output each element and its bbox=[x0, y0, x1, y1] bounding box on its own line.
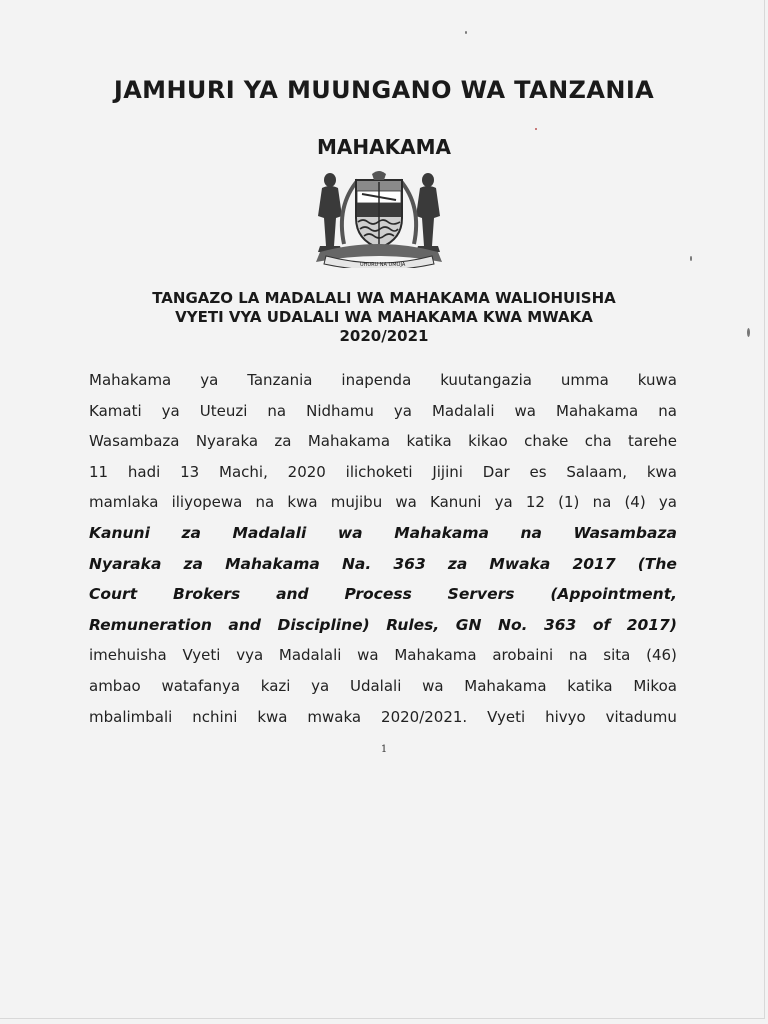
body-word: hadi bbox=[127, 462, 161, 481]
body-word: ya bbox=[393, 401, 412, 420]
body-word: watafanya bbox=[161, 676, 241, 695]
body-word: na bbox=[592, 493, 612, 512]
body-word: (The bbox=[637, 554, 677, 573]
country-heading: JAMHURI YA MUUNGANO WA TANZANIA bbox=[113, 76, 655, 104]
body-word: kuutangazia bbox=[440, 371, 532, 389]
body-word: Mwaka bbox=[489, 554, 551, 573]
body-word: Mahakama bbox=[394, 523, 489, 542]
body-word: Udalali bbox=[349, 676, 402, 695]
body-word: ya bbox=[161, 401, 180, 420]
body-word: na bbox=[568, 646, 588, 665]
body-word: Discipline) bbox=[277, 615, 370, 634]
body-word: Mahakama bbox=[556, 401, 639, 420]
body-word: Mahakama bbox=[464, 676, 547, 695]
body-word: 2020 bbox=[287, 462, 326, 481]
body-word: Salaam, bbox=[566, 462, 628, 481]
body-word: wa bbox=[395, 493, 417, 512]
body-word: Mahakama bbox=[89, 371, 172, 389]
body-word: imehuisha bbox=[89, 646, 167, 665]
body-word: vitadumu bbox=[605, 707, 677, 726]
body-word: iliyopewa bbox=[171, 493, 243, 512]
body-word: hivyo bbox=[545, 707, 586, 726]
body-line bbox=[89, 396, 677, 427]
body-word: Nidhamu bbox=[306, 401, 374, 420]
institution-heading: MAHAKAMA bbox=[317, 135, 451, 159]
body-word: and bbox=[228, 615, 261, 634]
body-word: Nyaraka bbox=[195, 432, 259, 451]
body-line bbox=[89, 702, 677, 733]
body-word: (46) bbox=[646, 646, 677, 665]
body-word: (Appointment, bbox=[550, 585, 677, 604]
body-word: Uteuzi bbox=[199, 401, 248, 420]
body-word: za bbox=[274, 432, 292, 451]
body-word: Wasambaza bbox=[89, 432, 180, 451]
body-word: wa bbox=[337, 523, 363, 542]
notice-title bbox=[60, 289, 708, 346]
body-word: Remuneration bbox=[89, 615, 212, 634]
body-word: of bbox=[592, 615, 611, 634]
body-word: Mahakama bbox=[307, 432, 391, 451]
tanzania-coat-of-arms-icon bbox=[300, 166, 458, 268]
body-word: 2020/2021. bbox=[381, 707, 468, 726]
scan-speck bbox=[535, 128, 537, 130]
body-word: za bbox=[181, 523, 201, 542]
body-word: Machi, bbox=[219, 462, 268, 481]
body-word: chake bbox=[524, 432, 569, 451]
body-word: mbalimbali bbox=[89, 707, 173, 726]
body-word: 363 bbox=[543, 615, 577, 634]
body-line-citation bbox=[89, 579, 677, 610]
body-word: wa bbox=[422, 676, 444, 695]
body-word: 2017) bbox=[626, 615, 677, 634]
body-line bbox=[89, 457, 677, 488]
body-word: nchini bbox=[192, 707, 238, 726]
body-word: ya bbox=[200, 371, 219, 389]
body-word: Na. bbox=[341, 554, 372, 573]
right-supporter-figure bbox=[416, 173, 440, 252]
scan-speck bbox=[690, 256, 692, 261]
body-word: za bbox=[447, 554, 468, 573]
body-word: katika bbox=[406, 432, 452, 451]
body-word: Court bbox=[89, 585, 138, 604]
page-number: 1 bbox=[380, 744, 388, 755]
body-word: ya bbox=[311, 676, 330, 695]
body-word: Madalali bbox=[278, 646, 342, 665]
body-word: kwa bbox=[287, 493, 318, 512]
body-word: mujibu bbox=[330, 493, 383, 512]
notice-title-line: VYETI VYA UDALALI WA MAHAKAMA KWA MWAKA bbox=[175, 308, 593, 326]
body-word: 13 bbox=[180, 462, 200, 481]
body-word: inapenda bbox=[341, 371, 412, 389]
body-word: ambao bbox=[89, 676, 141, 695]
body-word: Vyeti bbox=[487, 707, 526, 726]
body-word: Rules, bbox=[386, 615, 440, 634]
body-word: za bbox=[183, 554, 203, 573]
body-word: 363 bbox=[393, 554, 426, 573]
emblem-motto-glyph: UHURU NA UMOJA bbox=[360, 262, 406, 268]
body-word: Process bbox=[344, 585, 412, 604]
notice-body bbox=[89, 365, 677, 732]
body-word: Nyaraka bbox=[89, 554, 162, 573]
body-word: (4) bbox=[624, 493, 646, 512]
body-word: ilichoketi bbox=[345, 462, 413, 481]
body-word: mwaka bbox=[307, 707, 362, 726]
body-word: es bbox=[529, 462, 547, 481]
body-word: Kanuni bbox=[430, 493, 482, 512]
body-line bbox=[89, 671, 677, 702]
body-word: Wasambaza bbox=[573, 523, 677, 542]
body-word: 2017 bbox=[572, 554, 616, 573]
body-word: kazi bbox=[260, 676, 291, 695]
notice-title-line: 2020/2021 bbox=[339, 327, 429, 345]
body-word: mamlaka bbox=[89, 493, 159, 512]
body-word: cha bbox=[584, 432, 612, 451]
body-word: and bbox=[276, 585, 309, 604]
body-word: wa bbox=[357, 646, 379, 665]
body-word: wa bbox=[514, 401, 536, 420]
body-word: Kanuni bbox=[89, 523, 150, 542]
body-word: katika bbox=[567, 676, 613, 695]
body-word: Madalali bbox=[232, 523, 307, 542]
body-word: 11 bbox=[89, 462, 109, 481]
body-word: Servers bbox=[447, 585, 515, 604]
body-word: arobaini bbox=[492, 646, 554, 665]
notice-title-line: TANGAZO LA MADALALI WA MAHAKAMA WALIOHUISHA bbox=[152, 289, 616, 307]
body-word: na bbox=[267, 401, 287, 420]
body-word: na bbox=[255, 493, 275, 512]
body-word: GN bbox=[455, 615, 482, 634]
shield bbox=[356, 171, 402, 248]
body-word: Brokers bbox=[172, 585, 241, 604]
body-line-citation bbox=[89, 610, 677, 641]
body-line bbox=[89, 640, 677, 671]
body-word: Mikoa bbox=[633, 676, 677, 695]
left-supporter-figure bbox=[318, 173, 342, 252]
body-word: Dar bbox=[482, 462, 510, 481]
body-word: kikao bbox=[468, 432, 508, 451]
body-word: Madalali bbox=[431, 401, 495, 420]
body-word: (1) bbox=[558, 493, 580, 512]
body-word: Mahakama bbox=[394, 646, 477, 665]
body-word: sita bbox=[603, 646, 631, 665]
body-word: Kamati bbox=[89, 401, 142, 420]
body-word: vya bbox=[236, 646, 264, 665]
body-word: Vyeti bbox=[182, 646, 221, 665]
body-word: umma bbox=[560, 371, 609, 389]
body-line-citation bbox=[89, 549, 677, 580]
body-word: na bbox=[658, 401, 677, 420]
body-line bbox=[89, 426, 677, 457]
body-word: tarehe bbox=[628, 432, 677, 451]
body-word: kwa bbox=[646, 462, 677, 481]
body-line bbox=[89, 487, 677, 518]
body-line bbox=[89, 365, 677, 396]
body-word: 12 bbox=[525, 493, 545, 512]
body-word: Tanzania bbox=[247, 371, 313, 389]
body-word: ya bbox=[494, 493, 513, 512]
body-word: na bbox=[520, 523, 542, 542]
body-word: No. bbox=[497, 615, 528, 634]
body-word: Jijini bbox=[432, 462, 463, 481]
body-line-citation bbox=[89, 518, 677, 549]
body-word: Mahakama bbox=[225, 554, 320, 573]
body-word: kuwa bbox=[637, 371, 677, 389]
scan-speck bbox=[747, 328, 750, 337]
body-word: kwa bbox=[257, 707, 288, 726]
scan-speck bbox=[465, 31, 467, 34]
body-word: ya bbox=[658, 493, 677, 512]
